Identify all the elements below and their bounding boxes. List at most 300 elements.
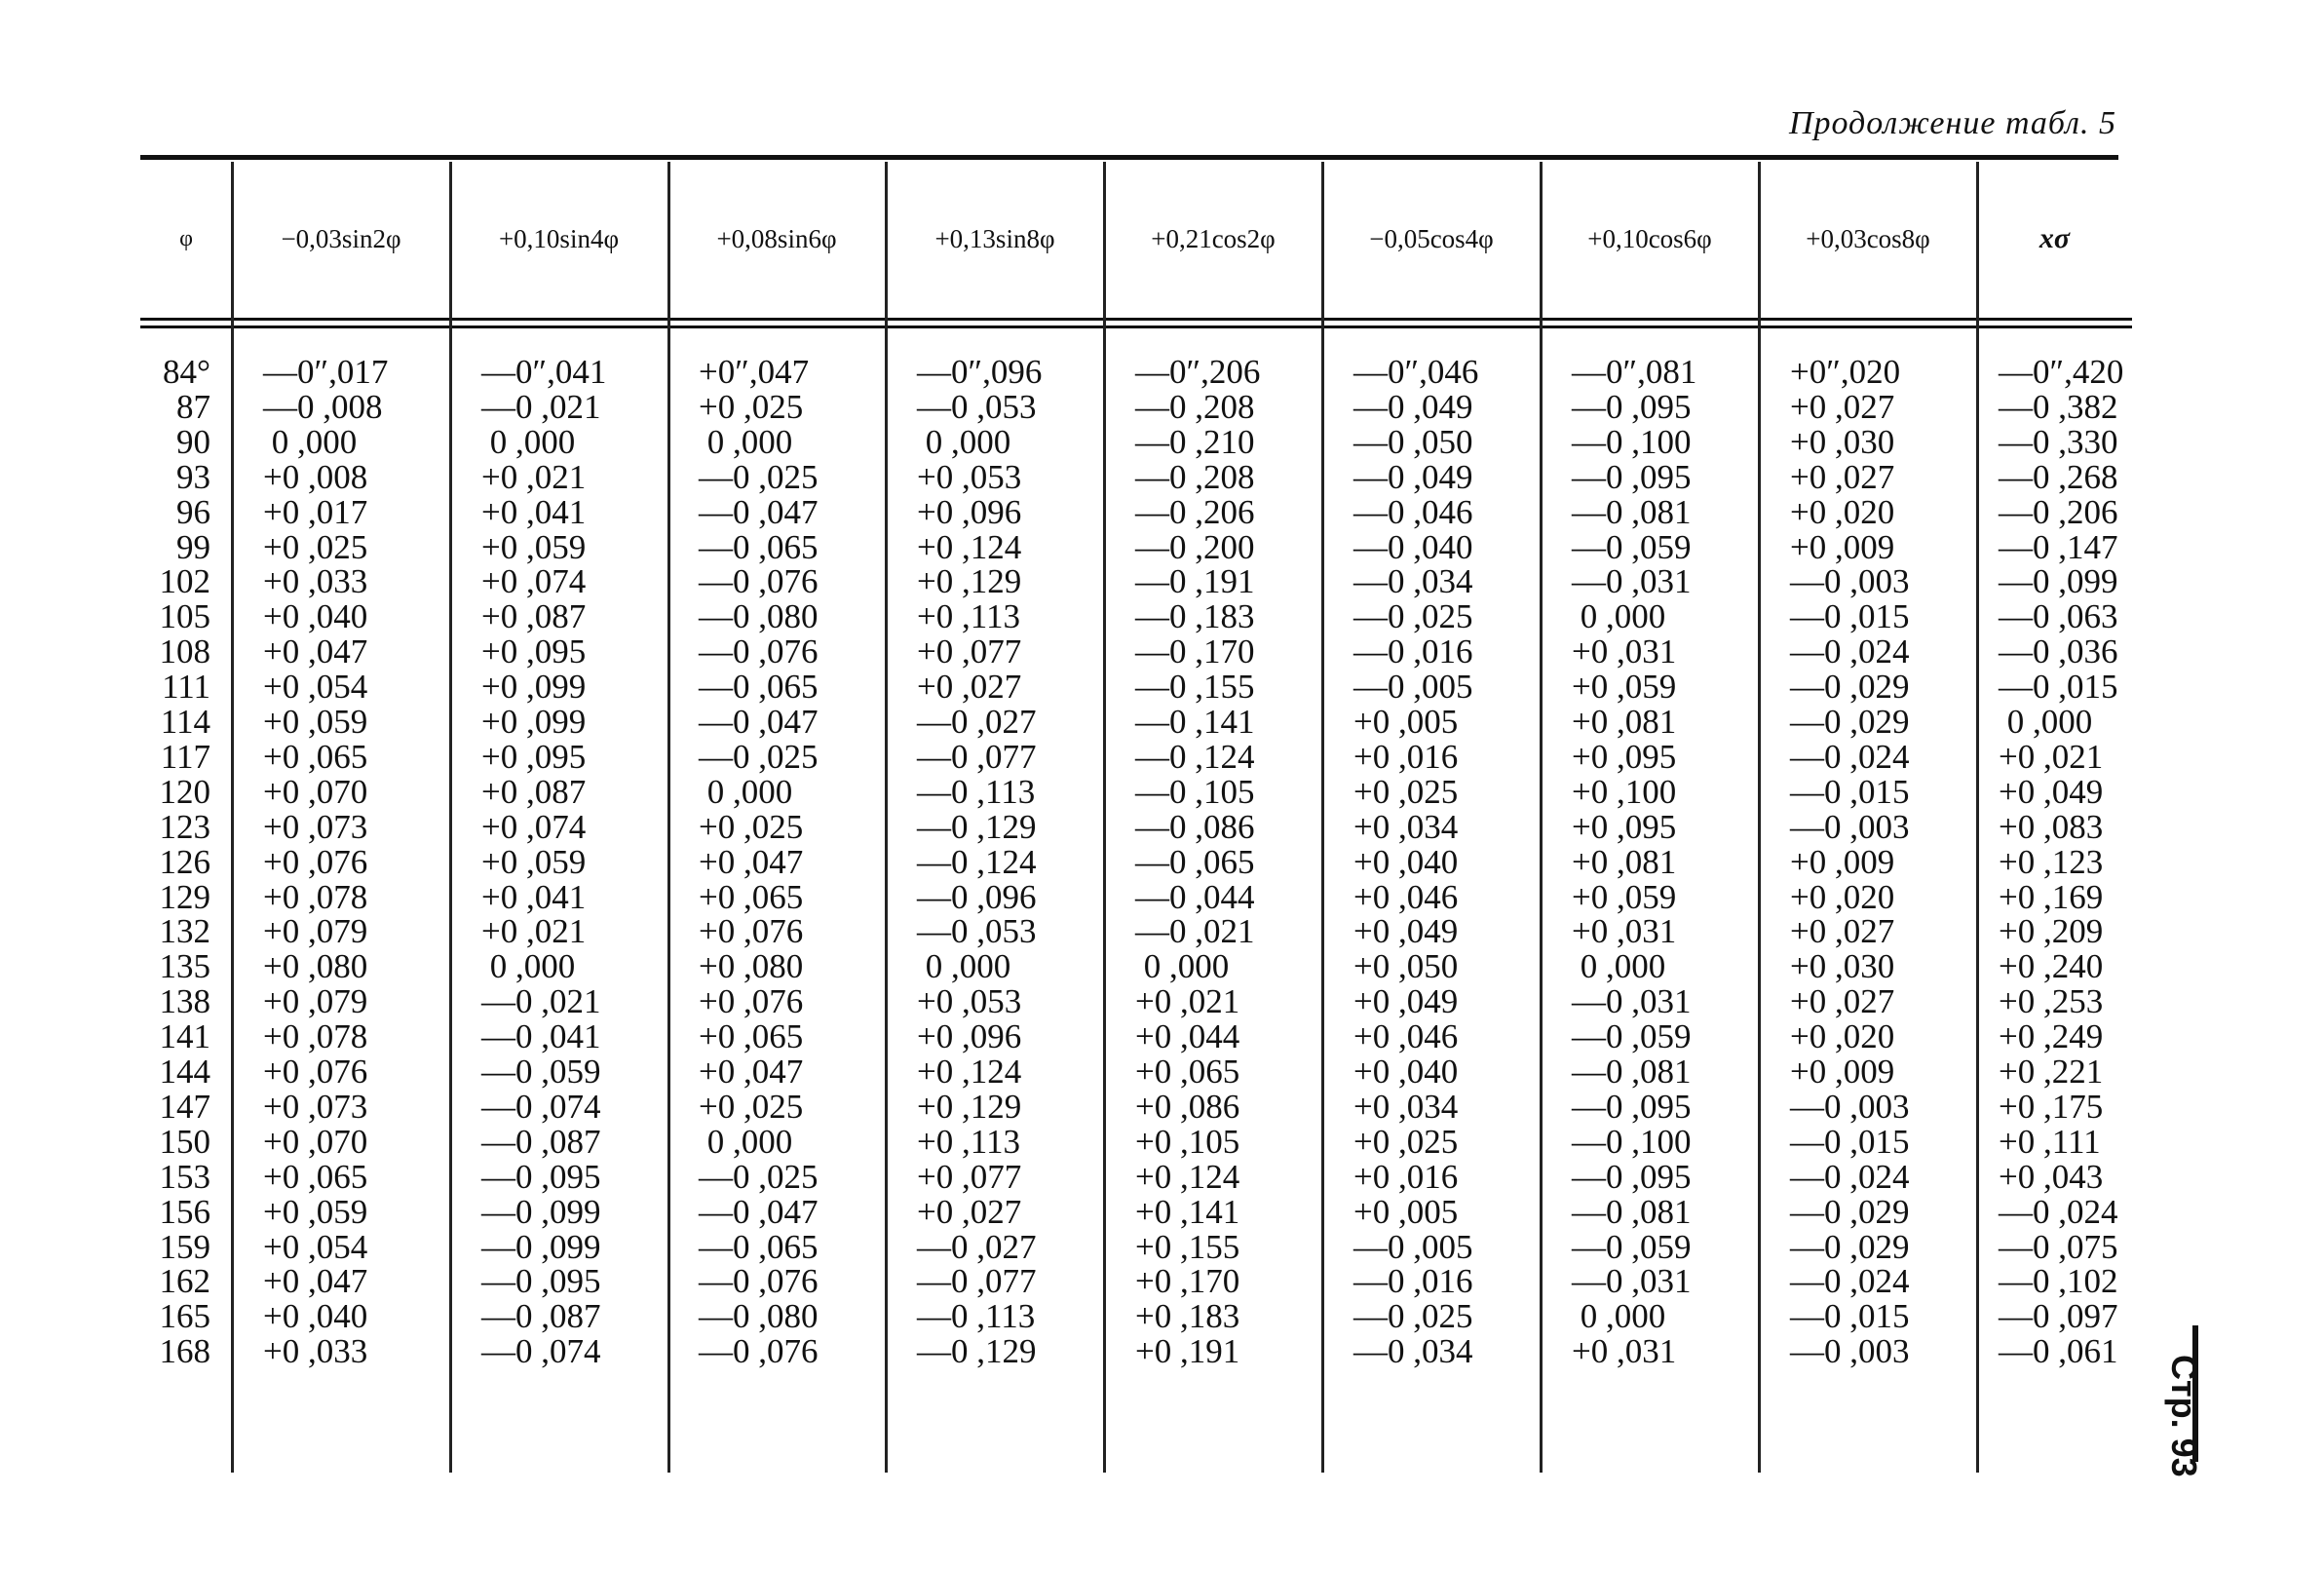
table-cell: +0 ,009 [1790, 527, 1895, 566]
table-cell: +0 ,046 [1353, 1017, 1459, 1056]
table-cell: +0″,047 [699, 353, 810, 391]
cell-phi: 168 [159, 1332, 210, 1371]
cell-phi: 87 [176, 387, 210, 426]
table-row [140, 1264, 2132, 1299]
table-cell: —0 ,029 [1790, 668, 1910, 707]
table-cell: —0 ,029 [1790, 1227, 1910, 1266]
table-cell: —0 ,097 [1999, 1297, 2118, 1336]
table-row [140, 1054, 2132, 1090]
table-cell: +0 ,141 [1135, 1192, 1240, 1231]
table-cell: —0 ,065 [1135, 842, 1255, 881]
table-cell: —0 ,100 [1572, 422, 1692, 461]
table-cell: +0 ,050 [1353, 947, 1459, 986]
table-cell: +0 ,070 [263, 772, 368, 811]
table-cell: +0 ,009 [1790, 1053, 1895, 1091]
table-cell: +0 ,040 [1353, 1053, 1459, 1091]
cell-phi: 141 [159, 1017, 210, 1056]
table-cell: +0 ,155 [1135, 1227, 1240, 1266]
table-cell: +0 ,034 [1353, 1087, 1459, 1126]
table-row [140, 705, 2132, 740]
table-cell: —0 ,031 [1572, 1262, 1692, 1301]
table-cell: —0 ,025 [1353, 1297, 1473, 1336]
table-cell: +0 ,044 [1135, 1017, 1240, 1056]
table-cell: —0 ,170 [1135, 632, 1255, 671]
table-cell: +0 ,027 [917, 668, 1022, 707]
table-cell: +0 ,078 [263, 1017, 368, 1056]
header-cos6: +0,10cos6φ [1587, 223, 1712, 253]
cell-phi: 129 [159, 877, 210, 916]
table-cell: —0 ,036 [1999, 632, 2118, 671]
table-cell: +0 ,027 [1790, 457, 1895, 496]
table-cell: —0 ,005 [1353, 1227, 1473, 1266]
table-cell: —0 ,046 [1353, 492, 1473, 531]
cell-phi: 114 [160, 703, 210, 741]
table-cell: +0 ,073 [263, 1087, 368, 1126]
table-cell: +0 ,047 [699, 1053, 804, 1091]
table-cell: +0 ,025 [263, 527, 368, 566]
table-cell: +0 ,081 [1572, 842, 1677, 881]
table-cell: 0 ,000 [917, 422, 1011, 461]
table-cell: —0 ,200 [1135, 527, 1255, 566]
table-cell: +0 ,078 [263, 877, 368, 916]
table-cell: —0 ,029 [1790, 1192, 1910, 1231]
table-cell: +0 ,070 [263, 1122, 368, 1161]
cell-phi: 150 [159, 1122, 210, 1161]
table-row [140, 1019, 2132, 1054]
table-cell: +0 ,005 [1353, 703, 1459, 741]
table-row [140, 634, 2132, 670]
table-cell: —0 ,081 [1572, 492, 1692, 531]
table-cell: —0 ,027 [917, 703, 1037, 741]
table-cell: +0 ,080 [263, 947, 368, 986]
table-cell: +0 ,129 [917, 1087, 1022, 1126]
table-cell: +0 ,009 [1790, 842, 1895, 881]
table-cell: —0 ,113 [917, 1297, 1036, 1336]
table-cell: —0 ,025 [1353, 597, 1473, 636]
table-cell: —0 ,003 [1790, 1087, 1910, 1126]
table-cell: —0 ,076 [699, 1262, 819, 1301]
cell-phi: 126 [159, 842, 210, 881]
table-cell: —0 ,049 [1353, 457, 1473, 496]
table-cell: —0 ,129 [917, 1332, 1037, 1371]
table-cell: —0″,046 [1353, 353, 1479, 391]
table-cell: 0 ,000 [1999, 703, 2093, 741]
table-cell: —0 ,015 [1790, 597, 1910, 636]
table-cell: —0 ,095 [1572, 387, 1692, 426]
table-cell: +0 ,209 [1999, 912, 2104, 951]
table-row [140, 422, 2132, 461]
table-cell: 0 ,000 [481, 422, 576, 461]
table-row [140, 1192, 2132, 1231]
cell-phi: 90 [176, 422, 210, 461]
table-cell: —0 ,210 [1135, 422, 1255, 461]
table-cell: —0 ,024 [1790, 1157, 1910, 1196]
table-cell: —0 ,086 [1135, 807, 1255, 846]
table-cell: —0 ,099 [481, 1192, 601, 1231]
table-cell: +0 ,083 [1999, 807, 2104, 846]
table-cell: —0 ,024 [1999, 1192, 2118, 1231]
table-cell: +0 ,054 [263, 1227, 368, 1266]
table-cell: —0 ,206 [1135, 492, 1255, 531]
table-cell: +0 ,020 [1790, 492, 1895, 531]
table-row [140, 355, 2132, 390]
table-cell: +0 ,095 [481, 737, 587, 776]
table-cell: —0 ,268 [1999, 457, 2118, 496]
table-cell: +0 ,020 [1790, 1017, 1895, 1056]
header-cos8: +0,03cos8φ [1806, 223, 1930, 253]
table-cell: +0 ,087 [481, 772, 587, 811]
table-cell: —0 ,050 [1353, 422, 1473, 461]
table-cell: +0 ,105 [1135, 1122, 1240, 1161]
table-cell: —0 ,081 [1572, 1053, 1692, 1091]
table-row [140, 1299, 2132, 1334]
table-cell: +0 ,021 [481, 457, 587, 496]
table-cell: —0 ,065 [699, 668, 819, 707]
table-cell: —0″,017 [263, 353, 389, 391]
table-cell: —0 ,080 [699, 597, 819, 636]
table-cell: —0 ,053 [917, 387, 1037, 426]
table-row [140, 564, 2132, 599]
table-cell: +0 ,040 [1353, 842, 1459, 881]
table-cell: —0 ,074 [481, 1087, 601, 1126]
table-cell: —0 ,025 [699, 737, 819, 776]
table-row [140, 984, 2132, 1019]
cell-phi: 108 [159, 632, 210, 671]
table-cell: +0 ,183 [1135, 1297, 1240, 1336]
table-cell: —0 ,034 [1353, 1332, 1473, 1371]
table-cell: —0 ,076 [699, 632, 819, 671]
header-cos4: −0,05cos4φ [1369, 223, 1494, 253]
table-cell: —0 ,330 [1999, 422, 2118, 461]
table-cell: —0 ,099 [481, 1227, 601, 1266]
table-row [140, 670, 2132, 705]
table-cell: —0 ,076 [699, 1332, 819, 1371]
table-cell: +0 ,034 [1353, 807, 1459, 846]
table-cell: —0 ,025 [699, 1157, 819, 1196]
table-cell: —0 ,003 [1790, 807, 1910, 846]
table-cell: —0 ,095 [1572, 1087, 1692, 1126]
table-cell: +0 ,027 [1790, 387, 1895, 426]
table-cell: —0 ,059 [1572, 1017, 1692, 1056]
header-sin8: +0,13sin8φ [934, 223, 1055, 253]
table-cell: +0 ,074 [481, 562, 587, 601]
table-cell: +0 ,065 [263, 737, 368, 776]
table-cell: —0 ,113 [917, 772, 1036, 811]
table-cell: —0″,206 [1135, 353, 1261, 391]
table-cell: +0″,020 [1790, 353, 1901, 391]
table-cell: —0 ,141 [1135, 703, 1255, 741]
table-cell: —0 ,016 [1353, 1262, 1473, 1301]
table-row [140, 492, 2132, 531]
cell-phi: 162 [159, 1262, 210, 1301]
cell-phi: 135 [159, 947, 210, 986]
table-row [140, 807, 2132, 846]
table-cell: —0 ,031 [1572, 562, 1692, 601]
table-cell: +0 ,079 [263, 982, 368, 1021]
table-cell: +0 ,041 [481, 492, 587, 531]
table-cell: +0 ,059 [1572, 877, 1677, 916]
table-cell: —0 ,063 [1999, 597, 2118, 636]
table-cell: +0 ,040 [263, 597, 368, 636]
table-cell: —0 ,155 [1135, 668, 1255, 707]
table-cell: —0 ,061 [1999, 1332, 2118, 1371]
cell-phi: 132 [159, 912, 210, 951]
table-cell: +0 ,046 [1353, 877, 1459, 916]
table-cell: +0 ,049 [1353, 912, 1459, 951]
table-cell: +0 ,087 [481, 597, 587, 636]
table-cell: 0 ,000 [699, 772, 793, 811]
table-cell: —0 ,021 [481, 387, 601, 426]
table-cell: —0 ,040 [1353, 527, 1473, 566]
table-cell: +0 ,021 [1999, 737, 2104, 776]
table-cell: +0 ,096 [917, 1017, 1022, 1056]
table-cell: —0″,041 [481, 353, 607, 391]
table-row [140, 457, 2132, 496]
table-row [140, 737, 2132, 776]
table-cell: —0 ,095 [1572, 1157, 1692, 1196]
table-cell: +0 ,249 [1999, 1017, 2104, 1056]
table-cell: +0 ,124 [917, 1053, 1022, 1091]
table-cell: —0 ,047 [699, 1192, 819, 1231]
table-cell: +0 ,033 [263, 1332, 368, 1371]
table-row [140, 842, 2132, 881]
table-cell: +0 ,074 [481, 807, 587, 846]
table-cell: +0 ,240 [1999, 947, 2104, 986]
table-cell: —0 ,024 [1790, 632, 1910, 671]
cell-phi: 93 [176, 457, 210, 496]
table-cell: —0 ,003 [1790, 1332, 1910, 1371]
table-cell: —0 ,003 [1790, 562, 1910, 601]
table-cell: +0 ,065 [699, 877, 804, 916]
table-cell: +0 ,021 [1135, 982, 1240, 1021]
header-rule [140, 318, 2132, 321]
table-cell: +0 ,059 [481, 842, 587, 881]
table-cell: +0 ,047 [263, 632, 368, 671]
table-cell: —0 ,015 [1999, 668, 2118, 707]
table-cell: +0 ,053 [917, 982, 1022, 1021]
table-row [140, 387, 2132, 426]
table-cell: +0 ,027 [1790, 912, 1895, 951]
table-cell: +0 ,031 [1572, 912, 1677, 951]
table-cell: —0 ,382 [1999, 387, 2118, 426]
table-cell: —0 ,059 [481, 1053, 601, 1091]
table-cell: 0 ,000 [1572, 597, 1666, 636]
table-cell: +0 ,095 [481, 632, 587, 671]
table-cell: —0 ,147 [1999, 527, 2118, 566]
table-cell: 0 ,000 [481, 947, 576, 986]
table-cell: +0 ,076 [699, 982, 804, 1021]
cell-phi: 96 [176, 492, 210, 531]
table-cell: +0 ,170 [1135, 1262, 1240, 1301]
table-cell: +0 ,031 [1572, 1332, 1677, 1371]
header-rule-double [140, 326, 2132, 328]
table-cell: —0 ,059 [1572, 527, 1692, 566]
table-cell: +0 ,169 [1999, 877, 2104, 916]
table-cell: 0 ,000 [1572, 947, 1666, 986]
table-cell: —0 ,016 [1353, 632, 1473, 671]
cell-phi: 102 [159, 562, 210, 601]
table-cell: +0 ,025 [1353, 772, 1459, 811]
table-cell: +0 ,016 [1353, 1157, 1459, 1196]
table-cell: —0 ,041 [481, 1017, 601, 1056]
table-cell: —0″,081 [1572, 353, 1697, 391]
table-cell: —0 ,124 [1135, 737, 1255, 776]
table-cell: +0 ,025 [699, 387, 804, 426]
table-cell: —0 ,015 [1790, 1297, 1910, 1336]
table-cell: —0 ,129 [917, 807, 1037, 846]
table-cell: +0 ,008 [263, 457, 368, 496]
cell-phi: 99 [176, 527, 210, 566]
table-row [140, 599, 2132, 634]
table-cell: 0 ,000 [917, 947, 1011, 986]
table-cell: +0 ,253 [1999, 982, 2104, 1021]
table-cell: —0 ,047 [699, 703, 819, 741]
table-caption: Продолжение табл. 5 [1788, 105, 2116, 141]
table-cell: +0 ,113 [917, 597, 1020, 636]
table-cell: +0 ,025 [1353, 1122, 1459, 1161]
table-cell: +0 ,030 [1790, 947, 1895, 986]
table-cell: +0 ,079 [263, 912, 368, 951]
page-number: Стр. 93 [2164, 1355, 2204, 1477]
table-cell: +0 ,081 [1572, 703, 1677, 741]
table-cell: +0 ,129 [917, 562, 1022, 601]
cell-phi: 153 [159, 1157, 210, 1196]
table-cell: —0 ,065 [699, 1227, 819, 1266]
table-cell: +0 ,099 [481, 668, 587, 707]
table-cell: +0 ,043 [1999, 1157, 2104, 1196]
table-cell: —0 ,087 [481, 1122, 601, 1161]
table-cell: +0 ,077 [917, 1157, 1022, 1196]
table-cell: —0 ,015 [1790, 772, 1910, 811]
table-cell: —0″,096 [917, 353, 1043, 391]
table-cell: +0 ,076 [263, 842, 368, 881]
table-cell: +0 ,041 [481, 877, 587, 916]
table-cell: +0 ,059 [1572, 668, 1677, 707]
table-cell: +0 ,123 [1999, 842, 2104, 881]
table-cell: —0 ,100 [1572, 1122, 1692, 1161]
cell-phi: 117 [160, 737, 210, 776]
table-cell: —0 ,206 [1999, 492, 2118, 531]
table-cell: +0 ,086 [1135, 1087, 1240, 1126]
table-cell: —0 ,029 [1790, 703, 1910, 741]
table-cell: +0 ,031 [1572, 632, 1677, 671]
table-cell: —0 ,059 [1572, 1227, 1692, 1266]
table-cell: +0 ,025 [699, 1087, 804, 1126]
table-cell: —0 ,077 [917, 1262, 1037, 1301]
table-cell: —0 ,034 [1353, 562, 1473, 601]
table-cell: —0 ,095 [1572, 457, 1692, 496]
cell-phi: 111 [162, 668, 210, 707]
table-cell: 0 ,000 [699, 422, 793, 461]
cell-phi: 120 [159, 772, 210, 811]
header-x-sigma: xσ [2038, 222, 2071, 254]
cell-phi: 165 [159, 1297, 210, 1336]
table-cell: —0 ,081 [1572, 1192, 1692, 1231]
table-cell: —0 ,075 [1999, 1227, 2118, 1266]
table-cell: +0 ,124 [1135, 1157, 1240, 1196]
table-row [140, 1334, 2132, 1369]
table-cell: —0 ,047 [699, 492, 819, 531]
table-cell: +0 ,095 [1572, 807, 1677, 846]
table-cell: —0 ,095 [481, 1157, 601, 1196]
table-cell: +0 ,099 [481, 703, 587, 741]
table-cell: —0 ,024 [1790, 737, 1910, 776]
table-cell: +0 ,080 [699, 947, 804, 986]
table-cell: +0 ,025 [699, 807, 804, 846]
table-cell: +0 ,175 [1999, 1087, 2104, 1126]
table-cell: +0 ,076 [699, 912, 804, 951]
table-cell: —0 ,080 [699, 1297, 819, 1336]
table-cell: +0 ,053 [917, 457, 1022, 496]
header-cos2: +0,21cos2φ [1151, 223, 1276, 253]
table-cell: —0 ,076 [699, 562, 819, 601]
table-cell: +0 ,049 [1999, 772, 2104, 811]
table-row [140, 1087, 2132, 1126]
table-cell: —0 ,015 [1790, 1122, 1910, 1161]
table-cell: +0 ,047 [263, 1262, 368, 1301]
table-cell: —0 ,065 [699, 527, 819, 566]
table-cell: +0 ,065 [699, 1017, 804, 1056]
table-cell: —0 ,074 [481, 1332, 601, 1371]
table-header [140, 160, 2132, 318]
table-cell: —0 ,044 [1135, 877, 1255, 916]
cell-phi: 84° [163, 353, 210, 391]
table-cell: —0 ,024 [1790, 1262, 1910, 1301]
table-row [140, 877, 2132, 916]
table-cell: +0 ,017 [263, 492, 368, 531]
table-cell: +0 ,065 [1135, 1053, 1240, 1091]
table-cell: +0 ,100 [1572, 772, 1677, 811]
table-cell: +0 ,077 [917, 632, 1022, 671]
table-cell: +0 ,049 [1353, 982, 1459, 1021]
table-cell: +0 ,096 [917, 492, 1022, 531]
table-cell: +0 ,054 [263, 668, 368, 707]
table-cell: +0 ,005 [1353, 1192, 1459, 1231]
table-cell: —0 ,095 [481, 1262, 601, 1301]
table-cell: +0 ,059 [481, 527, 587, 566]
table-cell: +0 ,124 [917, 527, 1022, 566]
table-cell: —0 ,087 [481, 1297, 601, 1336]
table-cell: —0 ,031 [1572, 982, 1692, 1021]
table-cell: +0 ,040 [263, 1297, 368, 1336]
table-cell: —0 ,102 [1999, 1262, 2118, 1301]
table-cell: +0 ,030 [1790, 422, 1895, 461]
cell-phi: 159 [159, 1227, 210, 1266]
table-cell: —0 ,005 [1353, 668, 1473, 707]
table-cell: —0 ,124 [917, 842, 1037, 881]
cell-phi: 144 [159, 1053, 210, 1091]
table-cell: +0 ,076 [263, 1053, 368, 1091]
cell-phi: 105 [159, 597, 210, 636]
table-cell: +0 ,033 [263, 562, 368, 601]
table-cell: +0 ,047 [699, 842, 804, 881]
table-cell: —0 ,099 [1999, 562, 2118, 601]
table-row [140, 772, 2132, 811]
cell-phi: 138 [159, 982, 210, 1021]
table-cell: 0 ,000 [699, 1122, 793, 1161]
table-cell: —0 ,008 [263, 387, 383, 426]
table-cell: +0 ,095 [1572, 737, 1677, 776]
table-cell: +0 ,016 [1353, 737, 1459, 776]
table-cell: —0 ,077 [917, 737, 1037, 776]
header-phi: φ [179, 225, 193, 251]
table-cell: +0 ,065 [263, 1157, 368, 1196]
table-cell: 0 ,000 [1135, 947, 1230, 986]
table-cell: —0 ,049 [1353, 387, 1473, 426]
table-cell: +0 ,027 [1790, 982, 1895, 1021]
table-cell: +0 ,073 [263, 807, 368, 846]
table-row [140, 1122, 2132, 1161]
